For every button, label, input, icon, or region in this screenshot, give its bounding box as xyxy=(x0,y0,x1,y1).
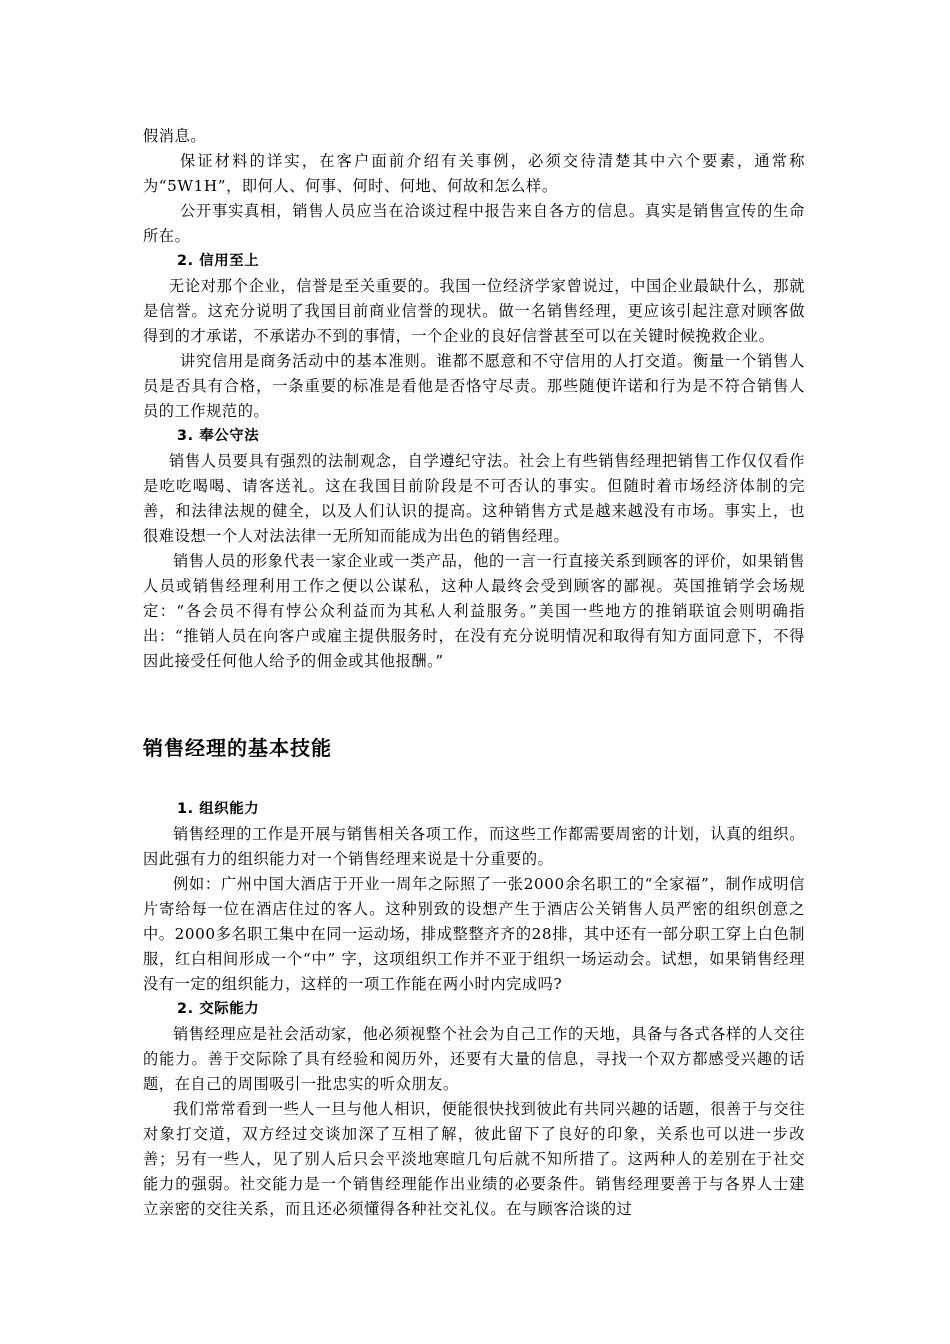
paragraph-credit-1: 无论对那个企业，信誉是至关重要的。我国一位经济学家曾说过，中国企业最缺什么，那就是信誉。这充分说明了我国目前商业信誉的现状。做一名销售经理，更应该引起注意对顾客做得到的才承诺，不承诺办不到的事情，一个企业的良好信誉甚至可以在关键时候挽救企业。 xyxy=(143,277,805,345)
section-title: 销售经理的基本技能 xyxy=(143,736,332,760)
paragraph-materials: 保证材料的详实，在客户面前介绍有关事例，必须交待清楚其中六个要素，通常称为“5W1H”，即何人、何事、何时、何地、何故和怎么样。 xyxy=(143,152,805,195)
paragraph-social-2: 我们常常看到一些人一旦与他人相识，便能很快找到彼此有共同兴趣的话题，很善于与交往对象打交道，双方经过交谈加深了互相了解，彼此留下了良好的印象，关系也可以进一步改善；另有一些人，见了别人后只会平淡地寒暄几句后就不知所措了。这两种人的差别在于社交能力的强弱。社交能力是一个销售经理能作出业绩的必要条件。销售经理要善于与各界人士建立亲密的交往关系，而且还必须懂得各种社交礼仪。在与顾客洽谈的过 xyxy=(143,1100,805,1218)
paragraph-law-2: 销售人员的形象代表一家企业或一类产品，他的一言一行直接关系到顾客的评价，如果销售人员或销售经理利用工作之便以公谋私，这种人最终会受到顾客的鄙视。英国推销学会场规定：“各会员不得有悖公众利益而为其私人利益服务。”美国一些地方的推销联谊会则明确指出：“推销人员在向客户或雇主提供服务时，在没有充分说明情况和取得有知方面同意下，不得因此接受任何他人给予的佣金或其他报酬。” xyxy=(143,552,805,670)
heading-credit: 2. 信用至上 xyxy=(177,253,260,269)
paragraph-credit-2: 讲究信用是商务活动中的基本准则。谁都不愿意和不守信用的人打交道。衡量一个销售人员是否具有合格，一条重要的标准是看他是否恪守尽责。那些随便许诺和行为是不符合销售人员的工作规范的。 xyxy=(143,352,805,420)
paragraph-facts: 公开事实真相，销售人员应当在洽谈过程中报告来自各方的信息。真实是销售宣传的生命所在。 xyxy=(143,202,805,245)
skills-text-block xyxy=(143,797,805,1222)
heading-law: 3. 奉公守法 xyxy=(177,428,260,444)
paragraph-organization-1: 销售经理的工作是开展与销售相关各项工作，而这些工作都需要周密的计划，认真的组织。因此强有力的组织能力对一个销售经理来说是十分重要的。 xyxy=(143,825,805,868)
paragraph-social-1: 销售经理应是社会活动家，他必须视整个社会为自己工作的天地，具备与各式各样的人交往的能力。善于交际除了具有经验和阅历外，还要有大量的信息，寻找一个双方都感受兴趣的话题，在自己的周围吸引一批忠实的听众朋友。 xyxy=(143,1025,805,1093)
heading-social: 2. 交际能力 xyxy=(177,1001,260,1017)
heading-organization: 1. 组织能力 xyxy=(177,801,260,817)
paragraph-fake-news: 假消息。 xyxy=(143,127,207,145)
paragraph-organization-2: 例如：广州中国大酒店于开业一周年之际照了一张2000余名职工的“全家福”，制作成明信片寄给每一位在酒店住过的客人。这种别致的设想产生于酒店公关销售人员严密的组织创意之中。2000多名职工集中在同一运动场，排成整整齐齐的28排，其中还有一部分职工穿上白色制服，红白相间形成一个“中” 字，这项组织工作并不亚于组织一场运动会。试想，如果销售经理没有一定的组织能力，这样的一项工作能在两小时内完成吗? xyxy=(143,875,805,993)
top-text-block xyxy=(143,124,805,674)
paragraph-law-1: 销售人员要具有强烈的法制观念，自学遵纪守法。社会上有些销售经理把销售工作仅仅看作是吃吃喝喝、请客送礼。这在我国目前阶段是不可否认的事实。但随时着市场经济体制的完善，和法律法规的健全，以及人们认识的提高。这种销售方式是越来越没有市场。事实上，也很难设想一个人对法法律一无所知而能成为出色的销售经理。 xyxy=(143,452,805,545)
